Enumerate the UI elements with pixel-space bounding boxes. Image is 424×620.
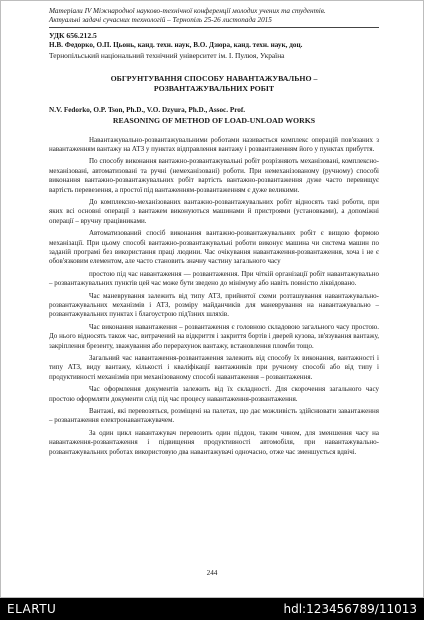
paragraph: До комплексно-механізованих вантажно-розвантажувальних робіт відносять такі роботи, при яких всі основні операції з вантажем виконуються машинами й пристроями (установками), а допоміжні операції – вручну працівниками.: [49, 197, 379, 225]
page-number: 244: [206, 569, 218, 577]
title-ua: [49, 74, 379, 94]
paragraph: Навантажувально-розвантажувальними роботами називається комплекс операцій пов'язаних з навантаженням вантажу на АТЗ у пунктах відправлення вантажу і розвантаженням його у пунктах прибуття.: [49, 135, 379, 153]
title-ua-line-1: ОБГРУНТУВАННЯ СПОСОБУ НАВАНТАЖУВАЛЬНО –: [110, 74, 318, 83]
paragraph: Загальний час навантаження-розвантаження залежить від способу їх виконання, вантажності і типу АТЗ, виду вантажу, кількості і кваліфікації вантажників при ручному способі або від типу і продуктивності механізмів при механізованому способі навантаження – розвантаження.: [49, 354, 379, 381]
handle-identifier: hdl:123456789/11013: [283, 602, 417, 616]
conference-header-line-1: Матеріали IV Міжнародної науково-технічної конференції молодих учених та студентів.: [49, 7, 326, 15]
paragraph: Вантажі, які перевозяться, розміщені на палетах, що дає можливість здійснювати завантаження – розвантаження електронавантажувачем.: [49, 407, 379, 425]
paragraph: Час маневрування залежить від типу АТЗ, прийнятої схеми розташування навантажувально-розвантажувальних механізмів і АТЗ, розміру майданчиків для маневрування на навантажувально – розвантажувальних пунктах і благоустрою під'їзних шляхів.: [49, 291, 379, 319]
article-body: [49, 136, 379, 458]
paragraph: По способу виконання вантажно-розвантажувальні робіт розрізняють механізовані, комплексно-механізовані, автоматизовані та ручні (немеханізовані) роботи. При немеханізованому (ручному) способі виконання вантажно-розвантажувальних робіт вартість вантажно-розвантаження дуже часто перевищує вартість перевезення, а простої під вантаженням-розвантаженням є дуже великими.: [49, 157, 379, 194]
conference-header: [49, 7, 379, 28]
repository-name: ELARTU: [7, 602, 57, 616]
paragraph: Час оформлення документів залежить від їх складності. Для скорочення загального часу простою оформляти документи слід під час процесу навантаження-розвантаження.: [49, 385, 379, 403]
authors-en: N.V. Fedorko, O.P. Tson, Ph.D., V.O. Dzyura, Ph.D., Assoc. Prof.: [49, 106, 246, 114]
udc-code: УДК 656.212.5: [49, 31, 97, 40]
affiliation: Тернопільський національний технічний університет ім. І. Пулюя, Україна: [49, 50, 285, 60]
paragraph: Автоматизований спосіб виконання вантажно-розвантажувальних робіт є вищою формою механізації. При цьому способі вантажно-розвантажувальні роботи виконує машина чи система машин по заданій програмі без використання праці людини. Час очікування навантаження-розвантаження, хоча і не є обов'язковим елементом, але часто становить значну частину загального часу: [49, 229, 379, 266]
title-en: REASONING OF METHOD OF LOAD-UNLOAD WORKS: [112, 115, 316, 125]
paragraph: простою під час навантаження — розвантаження. При чіткій організації робіт навантажувально – розвантажувальних пунктів цей час може бути зведено до мінімуму або навіть повністю ліквідовано.: [49, 269, 379, 288]
page-content: [49, 7, 379, 460]
title-ua-line-2: РОЗВАНТАЖУВАЛЬНИХ РОБІТ: [153, 84, 275, 93]
conference-header-line-2: Актуальні задачі сучасних технологій – Тернопіль 25-26 листопада 2015: [49, 16, 272, 24]
repository-footer-bar: [0, 598, 424, 620]
paragraph: За один цикл навантажувач перевозить один піддон, таким чином, для зменшення часу на навантаження-розвантаження і підвищення продуктивності автомобіля, при навантажувально-розвантажувальних роботах використовую два навантажувачі одночасно, отже час зменшується вдвічі.: [49, 428, 379, 456]
authors-ua: Н.В. Федорко, О.П. Цьонь, канд. техн. наук, В.О. Дзюра, канд. техн. наук, доц.: [49, 41, 303, 49]
paragraph: Час виконання навантаження – розвантаження є головною складовою загального часу простою. До нього відносять також час, витрачений на відкриття і закриття бортів і дверей кузова, зв'язування вантажу, закріплення брезенту, зважування або перерахунок вантажу, встановлення пломби тощо.: [49, 322, 379, 350]
